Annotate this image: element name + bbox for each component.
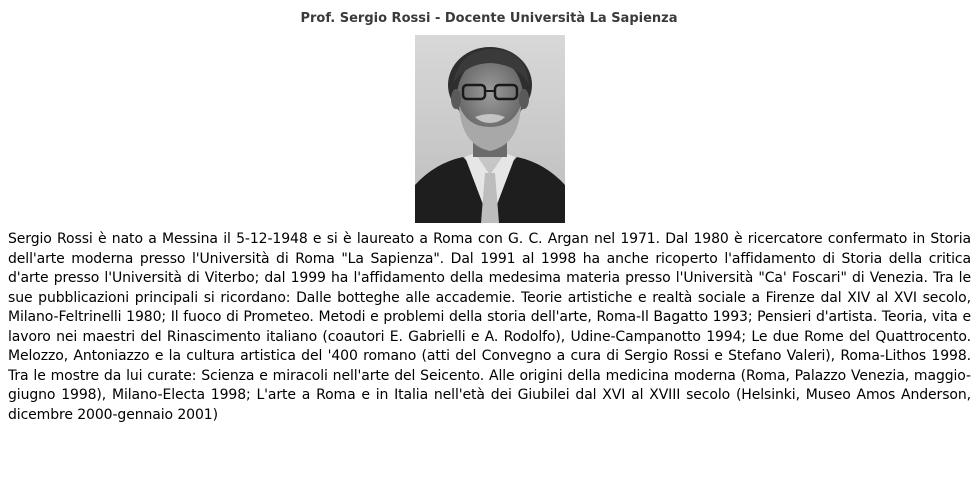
portrait-photo — [415, 35, 565, 223]
portrait-photo-icon — [415, 35, 565, 223]
page-title: Prof. Sergio Rossi - Docente Università La Sapienza — [300, 11, 678, 26]
bio-paragraph: Sergio Rossi è nato a Messina il 5-12-1948 e si è laureato a Roma con G. C. Argan nel 1971. Dal 1980 è ricercatore confermato in Storia dell'arte moderna presso l'Università di Roma "La Sapienza". Dal 1991 al 1998 ha anche ricoperto l'affidamento di Storia della critica d'arte presso l'Università di Viterbo; dal 1999 ha l'affidamento della medesima materia presso l'Università "Ca' Foscari" di Venezia. Tra le sue pubblicazioni principali si ricordano: Dalle botteghe alle accademie. Teorie artistiche e realtà sociale a Firenze dal XIV al XVI secolo, Milano-Feltrinelli 1980; Il fuoco di Prometeo. Metodi e problemi della storia dell'arte, Roma-Il Bagatto 1993; Pensieri d'artista. Teoria, vita e lavoro nei maestri del Rinascimento italiano (coautori E. Gabrielli e A. Rodolfo), Udine-Campanotto 1994; Le due Rome del Quattrocento. Melozzo, Antoniazzo e la cultura artistica del '400 romano (atti del Convegno a cura di Sergio Rossi e Stefano Valeri), Roma-Lithos 1998. Tra le mostre da lui curate: Scienza e miracoli nell'arte del Seicento. Alle origini della medicina moderna (Roma, Palazzo Venezia, maggio-giugno 1998), Milano-Electa 1998; L'arte a Roma e in Italia nell'età dei Giubilei dal XVI al XVIII secolo (Helsinki, Museo Amos Anderson, dicembre 2000-gennaio 2001) — [8, 231, 971, 423]
